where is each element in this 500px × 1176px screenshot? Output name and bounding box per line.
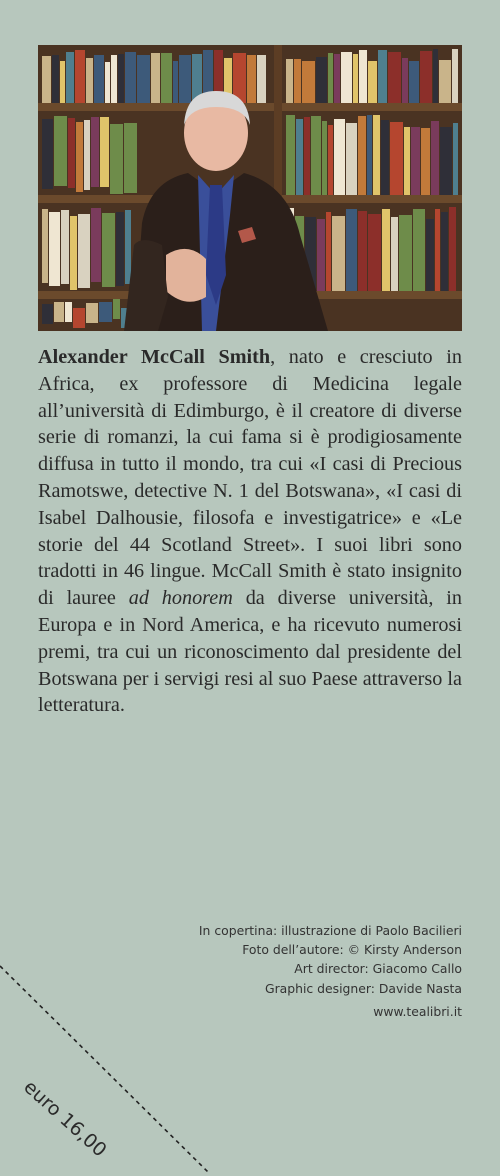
book-spine xyxy=(368,214,381,291)
book-spine xyxy=(294,59,301,103)
book-spine xyxy=(49,212,60,286)
book-spine xyxy=(411,127,420,195)
book-spine xyxy=(381,120,389,195)
book-spine xyxy=(453,123,458,195)
book-spine xyxy=(94,55,104,103)
book-spine xyxy=(435,209,440,291)
book-spine xyxy=(311,116,321,195)
book-spine xyxy=(413,209,425,291)
biography-text-1: , nato e cresciuto in Africa, ex professore di Medicina legale all’università di Edimburgo, è il creatore di diverse serie di romanzi, la cui fama si è prodigiosamente diffusa in tutto il mondo, tra cui «I casi di Precious Ramotswe, detective N. 1 del Botswana», «I casi di Isabel Dalhousie, filosofa e investigatrice» e «Le storie del 44 Scotland Street». I suoi libri sono tradotti in 46 lingue. McCall Smith è stato insignito di lauree xyxy=(38,346,462,610)
book-spine xyxy=(60,61,65,103)
book-spine xyxy=(173,61,178,103)
graphic-designer-credit: Graphic designer: Davide Nasta xyxy=(264,980,462,996)
book-spine xyxy=(91,208,101,282)
author-name: Alexander McCall Smith xyxy=(38,346,271,368)
book-spine xyxy=(304,117,310,195)
book-spine xyxy=(76,122,83,192)
book-spine xyxy=(373,115,380,195)
book-spine xyxy=(105,62,110,103)
book-spine xyxy=(86,58,93,103)
book-spine xyxy=(91,117,99,187)
biography-paragraph xyxy=(38,344,462,719)
book-spine xyxy=(100,117,109,187)
book-spine xyxy=(452,49,458,103)
price-label: euro 16,00 xyxy=(19,1076,111,1162)
author-biography xyxy=(38,344,462,719)
book-spine xyxy=(61,210,69,284)
book-spine xyxy=(286,115,295,195)
book-spine xyxy=(286,59,293,103)
book-spine xyxy=(334,119,345,195)
author-photo-image xyxy=(38,45,462,331)
biography-text-2: da diverse università, in Europa e in Nord America, e ha ricevuto numerosi premi, tra cui un riconoscimento dal presidente del Botswana per i servigi resi al suo Paese attraverso la letteratura. xyxy=(38,587,462,717)
book-spine xyxy=(390,122,403,195)
book-spine xyxy=(391,217,398,291)
book-spine xyxy=(110,124,123,194)
book-spine xyxy=(341,52,352,103)
book-spine xyxy=(382,209,390,291)
book-spine xyxy=(42,119,53,189)
book-spine xyxy=(137,55,150,103)
book-spine xyxy=(52,55,59,103)
book-spine xyxy=(116,212,124,286)
book-spine xyxy=(247,55,256,103)
book-spine xyxy=(328,53,333,103)
book-spine xyxy=(125,210,131,284)
book-spine xyxy=(125,52,136,103)
book-spine xyxy=(332,216,345,291)
book-spine xyxy=(433,49,438,103)
book-spine xyxy=(449,207,456,291)
book-spine xyxy=(353,54,358,103)
photo-credit: Foto dell’autore: © Kirsty Anderson xyxy=(242,942,462,958)
book-spine xyxy=(54,116,67,186)
book-spine xyxy=(161,53,172,103)
book-spine xyxy=(431,121,439,195)
book-spine xyxy=(54,302,64,322)
book-spine xyxy=(113,299,120,319)
book-spine xyxy=(317,219,325,291)
book-spine xyxy=(322,121,327,195)
book-spine xyxy=(421,128,430,195)
book-spine xyxy=(151,53,160,103)
book-spine xyxy=(42,209,48,283)
book-spine xyxy=(179,55,191,103)
book-spine xyxy=(99,302,112,322)
book-spine xyxy=(334,54,340,103)
book-spine xyxy=(42,304,53,324)
book-spine xyxy=(378,50,387,103)
book-spine xyxy=(75,50,85,103)
art-director-credit: Art director: Giacomo Callo xyxy=(294,961,462,977)
book-spine xyxy=(426,219,434,291)
book-spine xyxy=(359,50,367,103)
book-spine xyxy=(367,115,372,195)
book-spine xyxy=(358,211,367,291)
book-spine xyxy=(257,55,266,103)
book-spine xyxy=(124,123,137,193)
book-spine xyxy=(111,55,117,103)
book-spine xyxy=(66,52,74,103)
book-spine xyxy=(358,116,366,195)
book-spine xyxy=(420,51,432,103)
book-spine xyxy=(404,127,410,195)
book-spine xyxy=(302,61,315,103)
book-spine xyxy=(439,60,451,103)
book-spine xyxy=(441,212,448,291)
book-spine xyxy=(65,302,72,322)
book-spine xyxy=(402,58,408,103)
book-spine xyxy=(388,52,401,103)
book-spine xyxy=(328,125,333,195)
cover-credit: In copertina: illustrazione di Paolo Bacilieri xyxy=(198,923,462,938)
book-spine xyxy=(42,56,51,103)
book-spine xyxy=(346,123,357,195)
book-spine xyxy=(409,61,419,103)
book-spine xyxy=(316,57,327,103)
book-spine xyxy=(440,127,452,195)
book-spine xyxy=(296,119,303,195)
book-spine xyxy=(102,213,115,287)
author-photo xyxy=(38,45,462,331)
website-link[interactable]: www.tealibri.it xyxy=(373,1004,462,1019)
book-spine xyxy=(368,61,377,103)
book-spine xyxy=(73,308,85,328)
book-spine xyxy=(78,214,90,288)
book-spine xyxy=(68,118,75,188)
book-spine xyxy=(326,212,331,291)
biography-italic-phrase: ad honorem xyxy=(128,587,233,610)
book-spine xyxy=(70,216,77,290)
book-spine xyxy=(84,120,90,190)
book-spine xyxy=(118,54,124,103)
book-spine xyxy=(346,209,357,291)
book-spine xyxy=(86,303,98,323)
book-spine xyxy=(399,215,412,291)
